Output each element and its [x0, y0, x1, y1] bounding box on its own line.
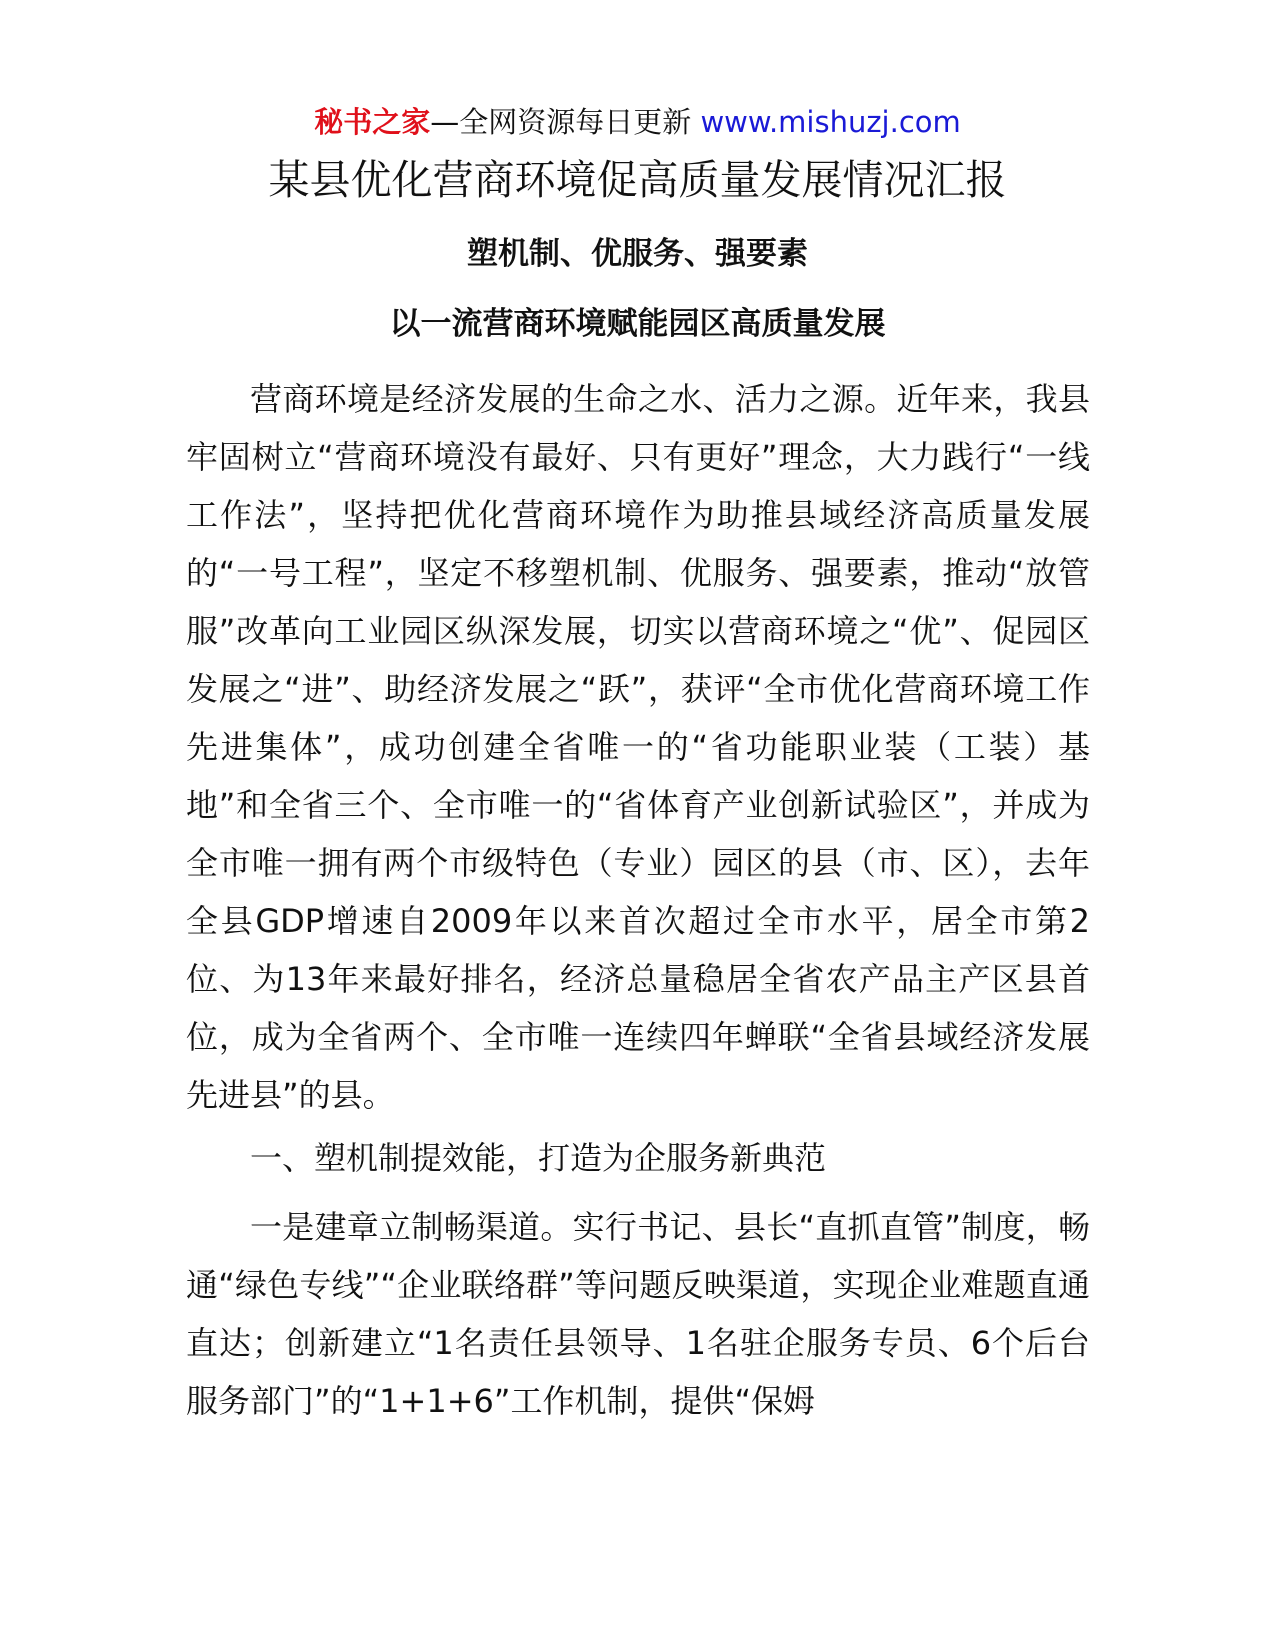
document-subtitle-1: 塑机制、优服务、强要素	[467, 236, 808, 272]
header-banner	[0, 102, 1275, 142]
brand-name: 秘书之家	[314, 105, 431, 139]
document-title: 某县优化营商环境促高质量发展情况汇报	[268, 156, 1007, 204]
section-1-paragraph: 一是建章立制畅渠道。实行书记、县长“直抓直管”制度，畅通“绿色专线”“企业联络群”等问题反映渠道，实现企业难题直通直达；创新建立“1名责任县领导、1名驻企服务专员、6个后台服务部门”的“1+1+6”工作机制，提供“保姆	[186, 1208, 1090, 1420]
header-tagline: —全网资源每日更新	[430, 105, 692, 139]
website-link[interactable]: www.mishuzj.com	[700, 105, 961, 139]
document-subtitle-2: 以一流营商环境赋能园区高质量发展	[389, 306, 886, 342]
section-heading-1: 一、塑机制提效能，打造为企服务新典范	[250, 1139, 827, 1177]
intro-paragraph: 营商环境是经济发展的生命之水、活力之源。近年来，我县牢固树立“营商环境没有最好、只有更好”理念，大力践行“一线工作法”，坚持把优化营商环境作为助推县域经济高质量发展的“一号工程”，坚定不移塑机制、优服务、强要素，推动“放管服”改革向工业园区纵深发展，切实以营商环境之“优”、促园区发展之“进”、助经济发展之“跃”，获评“全市优化营商环境工作先进集体”，成功创建全省唯一的“省功能职业装（工装）基地”和全省三个、全市唯一的“省体育产业创新试验区”，并成为全市唯一拥有两个市级特色（专业）园区的县（市、区），去年全县GDP增速自2009年以来首次超过全市水平，居全市第2位、为13年来最好排名，经济总量稳居全省农产品主产区县首位，成为全省两个、全市唯一连续四年蝉联“全省县域经济发展先进县”的县。	[186, 380, 1090, 1114]
